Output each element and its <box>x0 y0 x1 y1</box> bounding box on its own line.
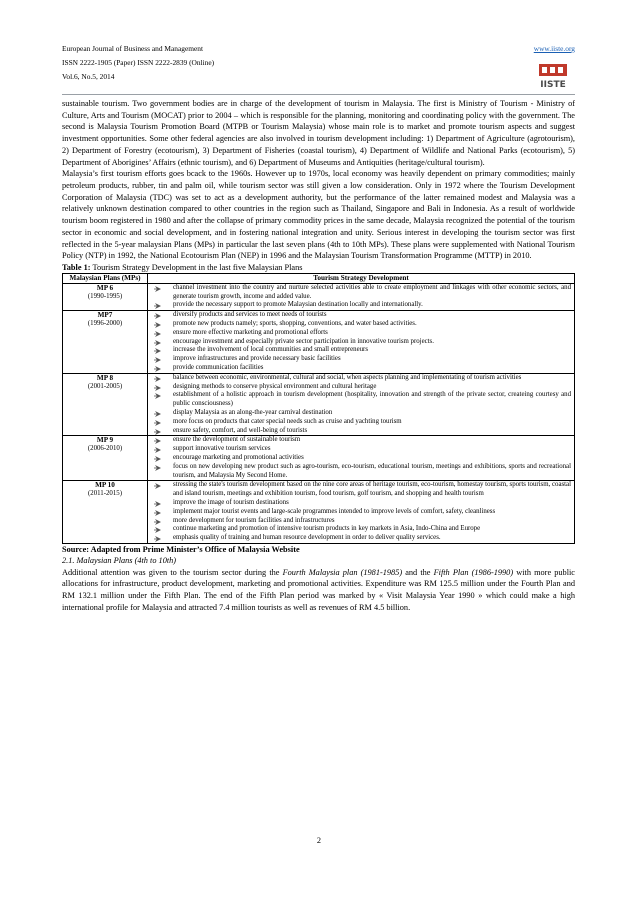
strategy-item <box>151 418 571 427</box>
plan-cell <box>63 283 148 310</box>
strategy-item-text: promote new products namely; sports, shopping, conventions, and water based activities. <box>173 320 417 328</box>
strategy-item-text: continue marketing and promotion of intensive tourism products in key markets in Asia, Indo-China and Europe <box>173 525 481 533</box>
plan-cell <box>63 373 148 436</box>
strategy-list <box>151 374 571 436</box>
history-paragraph: Malaysia’s first tourism efforts goes bcack to the 1960s. However up to 1970s, local economy was heavily dependent on primary commodities; mainly petroleum products, rubber, tin and palm oil, while tourism sector was still given a low consideration. Only in 1972 where the Tourism Development Corporation of Malaysia (TDC) was set to act as a development authority, but the performance of the latter remained modest and Malaysia was a relatively unknown destination compared to other countries in the region such as Thailand, Singapore and Bali in Indonesia. As a result of worldwide tourism boom registered in 1980 and after the collapse of primary commodity prices in the same decade, Malaysia recognized the potential of the tourism sector in economic and social development, and in fostering national integration and unity. Serious interest in developing the tourism sector was first reflected in the 5-year malaysian Plans (MPs) in particular the last seven plans (4th to 10th MPs). These plans were supplemented with National Tourism Policy (NTP) in 1992, the National Ecotourism Plan (NEP) in 1996 and the Malaysian Tourism Transformation Programme (MTTP) in 2010. <box>62 169 575 261</box>
arrow-bullet-icon <box>154 392 162 404</box>
strategy-item <box>151 301 571 310</box>
strategy-item <box>151 499 571 508</box>
plans-paragraph-text: with more public allocations for infrastructure, product development, marketing and promotional activities. Expenditure was RM 125.5 million under the Fourth Plan and RM 132.1 million under the Fifth Plan. The end of the Fifth Plan period was marked by « Visit Malaysia Year 1990 » which could make a high international profile for Malaysia and attracted 7.4 million tourists as well as revenues of RM 4.5 billion. <box>62 567 575 612</box>
strategy-item-text: improve infrastructures and provide necessary basic facilities <box>173 355 341 363</box>
journal-name: European Journal of Business and Management <box>62 44 204 53</box>
strategy-list <box>151 284 571 310</box>
plan-years: (2006-2010) <box>87 445 123 453</box>
strategy-item-text: stressing the state's tourism development based on the nine core areas of heritage tourism, eco-tourism, homestay tourism, sports tourism, coastal and island tourism, meetings and exhibition tourism, food tourism, golf tourism, and shopping and health tourism <box>173 481 571 498</box>
journal-issn: ISSN 2222-1905 (Paper) ISSN 2222-2839 (Online) <box>62 58 215 67</box>
strategy-item <box>151 517 571 526</box>
tourism-strategy-table <box>62 273 575 544</box>
strategy-item <box>151 463 571 481</box>
strategy-item-text: implement major tourist events and large-scale programmes intended to improve levels of comfort, safety, cleanliness <box>173 507 496 515</box>
strategy-item <box>151 508 571 517</box>
intro-paragraph: sustainable tourism. Two government bodies are in charge of the development of tourism in Malaysia. The first is Ministry of Tourism - Ministry of Culture, Arts and Tourism (MOCAT) prior to 2004 – which is responsible for the planning, monitoring and coordinating policy with the government. The second is Malaysia Tourism Promotion Board (MTPB or Tourism Malaysia) whose main role is to market and promote tourism aspects and suggest investment opportunities. Some other federal agencies are also involved in tourism development including: 1) Department of Agriculture (agrotourism), 2) Department of Forestry (ecotourism), 3) Department of Fisheries (coastal tourism), 4) Department of Wildlife and National Parks (ecotourism), 5) Department of Aborigines’ Affairs (ethnic tourism), and 6) Department of Museums and Antiquities (heritage/cultural tourism). <box>62 99 575 167</box>
strategy-item-text: balance between economic, environmental, cultural and social, when aspects planning and implementating of tourism activities <box>173 373 522 381</box>
strategy-item-text: more development for tourism facilities and infrastructures <box>173 516 335 524</box>
strategy-item <box>151 338 571 347</box>
arrow-bullet-icon <box>154 482 162 494</box>
plan-name: MP 8 <box>96 373 114 382</box>
strategy-item <box>151 525 571 534</box>
table-caption-label: Table 1: <box>62 263 91 273</box>
plan-name: MP7 <box>97 311 113 320</box>
strategy-item-text: provide communication facilities <box>173 364 264 372</box>
strategy-item-text: ensure safety, comfort, and well-being of tourists <box>173 426 308 434</box>
strategy-item-text: ensure more effective marketing and promotional efforts <box>173 328 328 336</box>
table-row <box>63 436 575 481</box>
strategy-item-text: focus on new developing new product such as agro-tourism, eco-tourism, educational tourism, meetings and exhibitions, sports and recreational tourism, and Malaysia My Second Home. <box>173 462 571 479</box>
strategy-item-text: diversify products and services to meet needs of tourists <box>173 311 327 319</box>
table-caption <box>62 262 575 273</box>
strategy-item-text: improve the image of tourism destinations <box>173 498 289 506</box>
strategy-item <box>151 346 571 355</box>
strategy-item <box>151 391 571 409</box>
plan-name: MP 6 <box>96 283 114 292</box>
strategy-item-text: designing methods to conserve physical environment and cultural heritage <box>173 382 377 390</box>
plan-years: (1996-2000) <box>87 320 123 328</box>
strategy-item-text: establishment of a holistic approach in tourism development (hospitality, innovation and strength of the private sector, createing courtesy and public consciousness) <box>173 391 571 408</box>
strategy-item <box>151 436 571 445</box>
strategy-item-text: channel investment into the country and nurture selected activities able to create employment and linkages with other economic sectors, and generate tourism growth, income and added value. <box>173 283 571 300</box>
plan-years: (2011-2015) <box>88 490 122 498</box>
plan-years: (2001-2005) <box>87 382 123 390</box>
plan-cell <box>63 311 148 374</box>
strategy-item <box>151 534 571 543</box>
strategy-list <box>151 311 571 373</box>
strategy-item-text: emphasis quality of training and human resource development in order to deliver quality services. <box>173 534 441 542</box>
strategy-item <box>151 427 571 436</box>
plan-cell <box>63 436 148 481</box>
plans-paragraph-text: and the <box>402 567 434 577</box>
strategy-item <box>151 284 571 302</box>
strategy-item <box>151 409 571 418</box>
strategy-item-text: increase the involvement of local communities and small entrepreneurs <box>173 346 368 354</box>
journal-info <box>62 42 214 84</box>
strategy-item <box>151 454 571 463</box>
journal-url-link[interactable]: www.iiste.org <box>533 44 575 53</box>
strategy-item <box>151 445 571 454</box>
table-source: Source: Adapted from Prime Minister’s Office of Malaysia Website <box>62 544 300 554</box>
svg-text:IISTE: IISTE <box>540 80 566 90</box>
header-rule <box>62 94 575 95</box>
strategy-cell <box>148 481 575 544</box>
strategy-item <box>151 329 571 338</box>
plan-cell <box>63 481 148 544</box>
table-caption-text: Tourism Strategy Development in the last five Malaysian Plans <box>92 263 303 273</box>
strategy-item-text: provide the necessary support to promote Malaysian destination locally and internationally. <box>173 301 423 309</box>
running-header <box>62 42 575 98</box>
strategy-item-text: encourage marketing and promotional activities <box>173 454 304 461</box>
strategy-item <box>151 364 571 373</box>
strategy-item-text: more focus on products that cater special needs such as cruise and yachting tourism <box>173 417 402 425</box>
strategy-list <box>151 436 571 480</box>
strategy-cell <box>148 311 575 374</box>
col-header-plans: Malaysian Plans (MPs) <box>63 274 148 284</box>
plan-name: MP 9 <box>96 436 114 445</box>
arrow-bullet-icon <box>154 464 162 476</box>
table-row <box>63 481 575 544</box>
fifth-plan-ref: Fifth Plan (1986-1990) <box>433 567 514 577</box>
strategy-item-text: ensure the development of sustainable tourism <box>173 436 301 444</box>
strategy-cell <box>148 373 575 436</box>
strategy-item <box>151 383 571 392</box>
fourth-plan-ref: Fourth Malaysia plan (1981-1985) <box>282 567 403 577</box>
body-text <box>62 98 575 262</box>
table-header-row <box>63 274 575 284</box>
strategy-cell <box>148 283 575 310</box>
plan-years: (1990-1995) <box>87 292 123 300</box>
journal-volume: Vol.6, No.5, 2014 <box>62 72 115 81</box>
strategy-item <box>151 355 571 364</box>
page <box>62 42 575 614</box>
strategy-item <box>151 374 571 383</box>
section-heading: 2.1. Malaysian Plans (4th to 10th) <box>62 555 177 565</box>
arrow-bullet-icon <box>154 535 162 547</box>
table-row <box>63 311 575 374</box>
strategy-cell <box>148 436 575 481</box>
page-number: 2 <box>316 836 322 845</box>
table-row <box>63 283 575 310</box>
iiste-logo <box>533 62 573 90</box>
strategy-list <box>151 481 571 543</box>
strategy-item <box>151 481 571 499</box>
plan-name: MP 10 <box>95 481 115 490</box>
strategy-item-text: display Malaysia as an along-the-year carnival destination <box>173 409 333 417</box>
table-row <box>63 373 575 436</box>
col-header-strategy: Tourism Strategy Development <box>148 274 575 284</box>
strategy-item-text: encourage investment and especially private sector participation in innovative tourism projects. <box>173 337 434 345</box>
strategy-item <box>151 320 571 329</box>
strategy-item <box>151 311 571 320</box>
plans-paragraph <box>62 567 575 614</box>
plans-paragraph-text: Additional attention was given to the tourism sector during the <box>62 567 283 577</box>
strategy-item-text: support innovative tourism services <box>173 445 271 453</box>
arrow-bullet-icon <box>154 285 162 297</box>
